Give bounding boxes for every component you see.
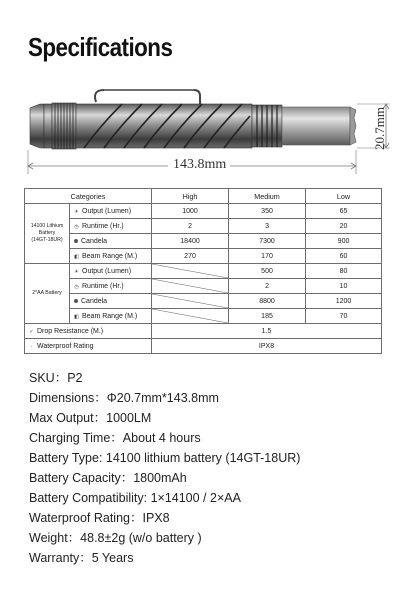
table-row [25, 339, 382, 354]
clock-icon: ◷ [74, 223, 79, 230]
param-runtime: ◷ Runtime (Hr.) [70, 279, 152, 294]
drop-resistance-value: 1.5 [152, 324, 382, 339]
table-row [25, 309, 382, 324]
battery-group-14100 [25, 204, 70, 264]
clock-icon: ◷ [74, 283, 79, 290]
detail-battery-compatibility: Battery Compatibility: 1×14100 / 2×AA [29, 491, 241, 505]
table-row [25, 234, 382, 249]
cell-value: 10 [306, 279, 382, 294]
table-row [25, 324, 382, 339]
candela-icon [74, 299, 78, 303]
detail-waterproof-rating: Waterproof Rating：IPX8 [29, 511, 170, 525]
cell-value: 70 [306, 309, 382, 324]
header-categories: Categories [25, 189, 152, 204]
beam-icon: ◧ [74, 253, 79, 260]
battery-group-aa: 2*AA Battery [25, 264, 70, 324]
empty-diagonal-cell [152, 264, 229, 279]
cell-value: 80 [306, 264, 382, 279]
cell-value: 8800 [229, 294, 306, 309]
table-header-row [25, 189, 382, 204]
light-rays-icon: ☀ [74, 268, 79, 275]
page-title: Specifications [28, 32, 173, 62]
spec-table [24, 188, 382, 354]
param-output: ☀ Output (Lumen) [70, 204, 152, 219]
diameter-dimension-label: 20.7mm [372, 107, 387, 150]
water-drop-icon: ◦ [30, 343, 33, 350]
table-row [25, 219, 382, 234]
beam-icon: ◧ [74, 313, 79, 320]
header-medium: Medium [229, 189, 306, 204]
detail-max-output: Max Output：1000LM [29, 411, 152, 425]
detail-battery-capacity: Battery Capacity：1800mAh [29, 471, 187, 485]
cell-value: 2 [152, 219, 229, 234]
table-row [25, 249, 382, 264]
cell-value: 170 [229, 249, 306, 264]
cell-value: 3 [229, 219, 306, 234]
param-beam-range: ◧ Beam Range (M.) [70, 309, 152, 324]
check-icon: ✓ [29, 328, 34, 335]
detail-dimensions: Dimensions：Φ20.7mm*143.8mm [29, 391, 219, 405]
table-row [25, 264, 382, 279]
detail-weight: Weight：48.8±2g (w/o battery ) [29, 531, 202, 545]
header-low: Low [306, 189, 382, 204]
param-candela: Candela [70, 294, 152, 309]
candela-icon [74, 239, 78, 243]
cell-value: 65 [306, 204, 382, 219]
detail-warranty: Warranty：5 Years [29, 551, 134, 565]
param-candela: Candela [70, 234, 152, 249]
param-output: ☀ Output (Lumen) [70, 264, 152, 279]
cell-value: 18400 [152, 234, 229, 249]
cell-value: 60 [306, 249, 382, 264]
cell-value: 7300 [229, 234, 306, 249]
empty-diagonal-cell [152, 294, 229, 309]
table-row [25, 279, 382, 294]
cell-value: 20 [306, 219, 382, 234]
waterproof-value: IPX8 [152, 339, 382, 354]
cell-value: 350 [229, 204, 306, 219]
spec-details-list [29, 368, 300, 568]
cell-value: 1200 [306, 294, 382, 309]
cell-value: 2 [229, 279, 306, 294]
cell-value: 270 [152, 249, 229, 264]
empty-diagonal-cell [152, 309, 229, 324]
drop-resistance-label: ✓ Drop Resistance (M.) [25, 324, 152, 339]
table-row [25, 204, 382, 219]
table-row [25, 294, 382, 309]
light-rays-icon: ☀ [74, 208, 79, 215]
cell-value: 185 [229, 309, 306, 324]
param-runtime: ◷ Runtime (Hr.) [70, 219, 152, 234]
cell-value: 900 [306, 234, 382, 249]
group-label-line2: (14GT-18UR) [31, 237, 63, 243]
detail-charging-time: Charging Time：About 4 hours [29, 431, 201, 445]
cell-value: 500 [229, 264, 306, 279]
detail-sku: SKU：P2 [29, 371, 83, 385]
length-dimension-label: 143.8mm [173, 157, 227, 172]
detail-battery-type: Battery Type: 14100 lithium battery (14GT-18UR) [29, 451, 301, 465]
empty-diagonal-cell [152, 279, 229, 294]
param-beam-range: ◧ Beam Range (M.) [70, 249, 152, 264]
cell-value: 1000 [152, 204, 229, 219]
group-label-line1: 14100 Lithium Battery [30, 223, 64, 236]
waterproof-label: ◦ Waterproof Rating [25, 339, 152, 354]
header-high: High [152, 189, 229, 204]
